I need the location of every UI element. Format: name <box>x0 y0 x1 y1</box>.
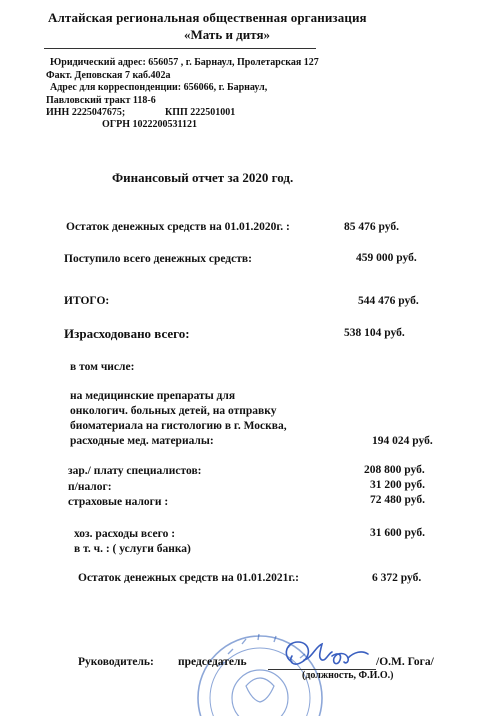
end-balance-label: Остаток денежных средств на 01.01.2021г.: <box>78 572 299 584</box>
header-divider <box>44 48 316 49</box>
insurance-value: 72 480 руб. <box>370 494 425 506</box>
head-label: Руководитель: <box>78 656 154 668</box>
household-value: 31 600 руб. <box>370 527 425 539</box>
legal-address: Юридический адрес: 656057 , г. Барнаул, Пролетарская 127 <box>50 57 319 68</box>
income-tax-value: 31 200 руб. <box>370 479 425 491</box>
kpp: КПП 222501001 <box>165 107 236 118</box>
medical-line-4: расходные мед. материалы: <box>70 435 214 447</box>
spent-label: Израсходовано всего: <box>64 326 190 341</box>
inn: ИНН 2225047675; <box>46 107 126 118</box>
postal-address: Адрес для корреспонденции: 656066, г. Барнаул, <box>50 82 268 93</box>
spent-value: 538 104 руб. <box>344 327 405 339</box>
head-role: председатель <box>178 656 247 668</box>
start-balance-label: Остаток денежных средств на 01.01.2020г. : <box>66 221 290 233</box>
salary-label: зар./ плату специалистов: <box>68 465 202 477</box>
income-tax-label: п/налог: <box>68 481 112 493</box>
received-label: Поступило всего денежных средств: <box>64 253 252 265</box>
household-label: хоз. расходы всего : <box>74 528 176 540</box>
total-label: ИТОГО: <box>64 295 110 307</box>
including-label: в том числе: <box>70 361 135 373</box>
start-balance-value: 85 476 руб. <box>344 221 399 233</box>
insurance-label: страховые налоги : <box>68 496 169 508</box>
end-balance-value: 6 372 руб. <box>372 572 422 584</box>
salary-value: 208 800 руб. <box>364 464 425 476</box>
postal-address-line2: Павловский тракт 118-6 <box>46 95 156 106</box>
medical-line-1: на медицинские препараты для <box>70 390 236 402</box>
report-title: Финансовый отчет за 2020 год. <box>112 170 294 185</box>
actual-address: Факт. Деповская 7 каб.402а <box>46 70 171 81</box>
ogrn: ОГРН 1022200531121 <box>102 119 197 130</box>
total-value: 544 476 руб. <box>358 295 419 307</box>
org-name-line2: «Мать и дитя» <box>184 27 270 42</box>
medical-line-3: биоматериала на гистологию в г. Москва, <box>70 420 287 432</box>
bank-services-label: в т. ч. : ( услуги банка) <box>74 543 191 555</box>
org-name-line1: Алтайская региональная общественная организация <box>48 10 367 25</box>
signature-caption: (должность, Ф.И.О.) <box>302 670 394 681</box>
head-name: /О.М. Гога/ <box>376 656 434 668</box>
medical-value: 194 024 руб. <box>372 435 433 447</box>
received-value: 459 000 руб. <box>356 252 417 264</box>
medical-line-2: онкологич. больных детей, на отправку <box>70 405 277 417</box>
